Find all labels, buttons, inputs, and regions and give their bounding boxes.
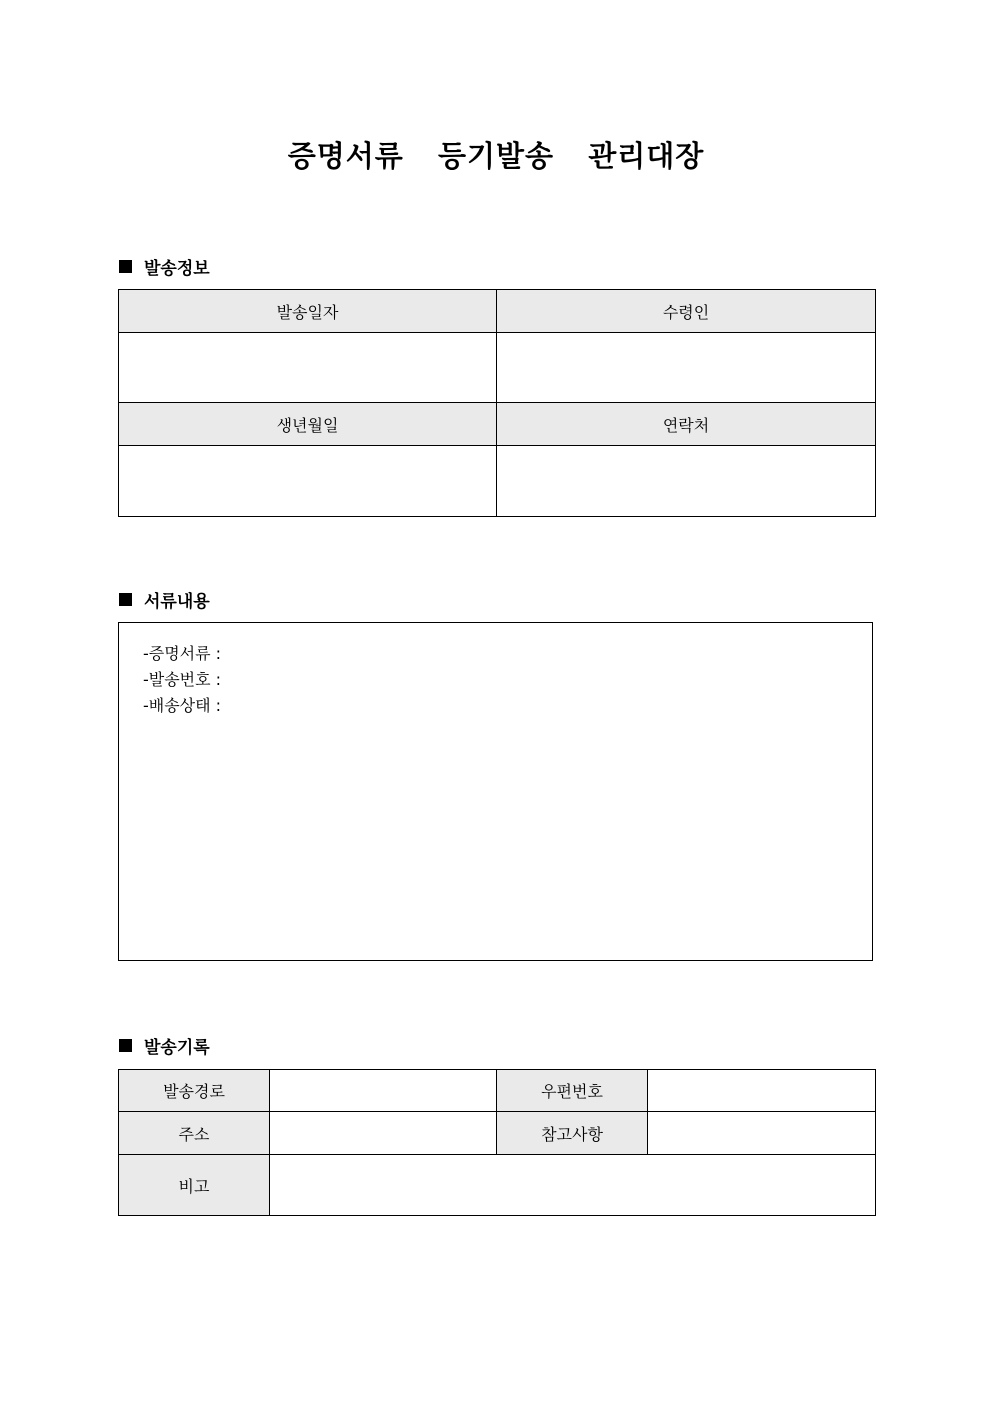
remarks-field[interactable]	[270, 1155, 876, 1216]
square-bullet-icon	[119, 260, 132, 273]
label-address: 주소	[119, 1112, 270, 1155]
contact-field[interactable]	[497, 446, 876, 517]
label-notes: 참고사항	[497, 1112, 648, 1155]
header-contact: 연락처	[497, 403, 876, 446]
send-date-field[interactable]	[119, 333, 497, 403]
label-postal-code: 우편번호	[497, 1070, 648, 1112]
notes-field[interactable]	[648, 1112, 876, 1155]
header-recipient: 수령인	[497, 290, 876, 333]
page-title: 증명서류 등기발송 관리대장	[287, 139, 705, 173]
label-send-route: 발송경로	[119, 1070, 270, 1112]
section-title: 발송정보	[144, 259, 210, 279]
section-heading-doc-content	[119, 587, 210, 612]
postal-code-field[interactable]	[648, 1070, 876, 1112]
header-birthdate: 생년월일	[119, 403, 497, 446]
section-title: 발송기록	[144, 1038, 210, 1058]
doc-line-send-number: -발송번호 :	[143, 670, 222, 689]
square-bullet-icon	[119, 593, 132, 606]
doc-content-box[interactable]	[118, 622, 873, 961]
header-send-date: 발송일자	[119, 290, 497, 333]
birthdate-field[interactable]	[119, 446, 497, 517]
label-remarks: 비고	[119, 1155, 270, 1216]
section-title: 서류내용	[144, 592, 210, 612]
doc-line-delivery-status: -배송상태 :	[143, 696, 222, 715]
recipient-field[interactable]	[497, 333, 876, 403]
send-info-table	[118, 289, 876, 517]
address-field[interactable]	[270, 1112, 497, 1155]
send-route-field[interactable]	[270, 1070, 497, 1112]
section-heading-send-info	[119, 254, 210, 279]
doc-line-certificate: -증명서류 :	[143, 644, 222, 663]
send-record-table	[118, 1069, 876, 1216]
section-heading-send-record	[119, 1033, 210, 1058]
square-bullet-icon	[119, 1039, 132, 1052]
